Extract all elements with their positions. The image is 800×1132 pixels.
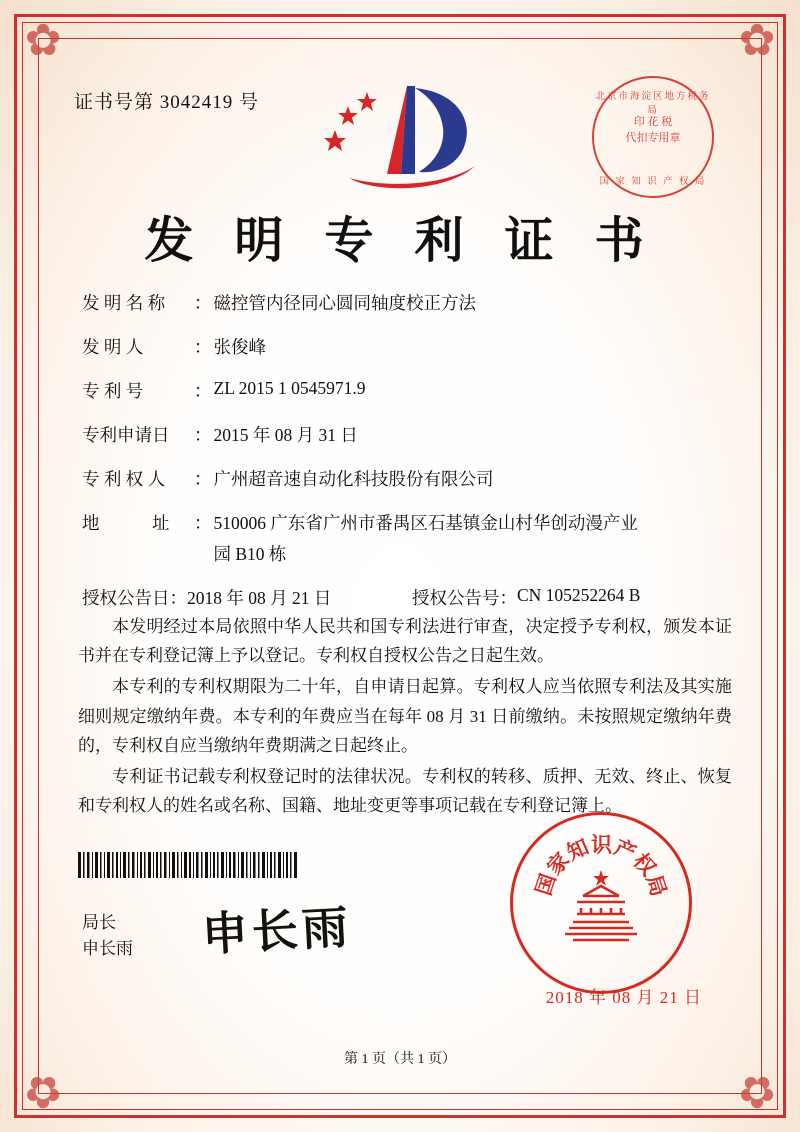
announcement-date-label: 授权公告日 bbox=[82, 588, 170, 608]
field-value: 磁控管内径同心圆同轴度校正方法 bbox=[213, 293, 476, 313]
field-separator: ： bbox=[194, 513, 212, 533]
field-value: 510006 广东省广州市番禺区石基镇金山村华创动漫产业 bbox=[213, 513, 638, 533]
field-separator: ： bbox=[194, 425, 212, 445]
field-label: 专 利 号 bbox=[82, 381, 144, 401]
field-value-line2: 园 B10 栋 bbox=[213, 544, 287, 564]
barcode-icon bbox=[78, 852, 298, 878]
tax-seal-arc-top: 北京市海淀区地方税务局 bbox=[595, 92, 711, 116]
field-application-date bbox=[82, 422, 738, 447]
certificate-fields bbox=[82, 290, 738, 624]
tax-stamp-seal-icon bbox=[592, 76, 714, 198]
tax-seal-arc-bottom: 国 家 知 识 产 权 局 bbox=[599, 177, 707, 187]
announcement-date-value: 2018 年 08 月 21 日 bbox=[187, 588, 332, 608]
field-announcement bbox=[82, 585, 738, 610]
field-label: 地 址 bbox=[82, 513, 170, 533]
field-value: 2015 年 08 月 31 日 bbox=[213, 425, 358, 445]
field-value: 广州超音速自动化科技股份有限公司 bbox=[213, 469, 494, 489]
body-paragraph: 本发明经过本局依照中华人民共和国专利法进行审查，决定授予专利权，颁发本证书并在专利登记簿上予以登记。专利权自授权公告之日起生效。 bbox=[78, 617, 732, 666]
field-invention-name bbox=[82, 290, 738, 315]
corner-ornament-icon: ✿ bbox=[24, 16, 62, 65]
corner-ornament-icon: ✿ bbox=[738, 1067, 776, 1116]
announcement-number-label: 授权公告号 bbox=[412, 588, 500, 608]
field-label: 专利申请日 bbox=[82, 425, 170, 445]
field-patentee bbox=[82, 466, 738, 491]
certificate-number: 证书号第 3042419 号 bbox=[74, 92, 260, 113]
field-separator: ： bbox=[194, 381, 212, 401]
page-footer: 第 1 页（共 1 页） bbox=[344, 1052, 456, 1067]
field-label: 发 明 名 称 bbox=[82, 293, 166, 313]
tax-seal-line1: 印 花 税 bbox=[633, 116, 673, 128]
field-separator: ： bbox=[194, 337, 212, 357]
field-label: 发 明 人 bbox=[82, 337, 144, 357]
field-separator: ： bbox=[194, 293, 212, 313]
patent-office-logo-icon bbox=[315, 70, 485, 190]
signatory-block bbox=[82, 910, 133, 963]
announcement-date-separator: ： bbox=[169, 588, 187, 608]
field-value: 张俊峰 bbox=[213, 337, 266, 357]
page-title: 发 明 专 利 证 书 bbox=[144, 211, 656, 269]
body-paragraph: 本专利的专利权期限为二十年，自申请日起算。专利权人应当依照专利法及其实施细则规定缴纳年费。本专利的年费应当在每年 08 月 31 日前缴纳。未按照规定缴纳年费的，专利权自应当缴纳年费期满之日起终止。 bbox=[78, 677, 732, 755]
field-inventor bbox=[82, 334, 738, 359]
body-paragraph: 专利证书记载专利权登记时的法律状况。专利权的转移、质押、无效、终止、恢复和专利权人的姓名或名称、国籍、地址变更等事项记载在专利登记簿上。 bbox=[78, 767, 732, 816]
corner-ornament-icon: ✿ bbox=[738, 16, 776, 65]
corner-ornament-icon: ✿ bbox=[24, 1067, 62, 1116]
seal-ring-text: 国 家 知 识 产 权 局 bbox=[531, 833, 671, 900]
signatory-title: 局长 bbox=[82, 913, 116, 932]
field-address bbox=[82, 510, 738, 566]
handwritten-signature-icon: 申长雨 bbox=[200, 899, 354, 962]
field-label: 专 利 权 人 bbox=[82, 469, 166, 489]
emblem-icon bbox=[553, 868, 649, 946]
field-patent-number bbox=[82, 378, 738, 403]
certificate-content bbox=[52, 52, 748, 1080]
seal-date: 2018 年 08 月 21 日 bbox=[545, 988, 702, 1007]
announcement-number-value: CN 105252264 B bbox=[517, 585, 641, 605]
national-emblem-seal-icon bbox=[510, 812, 692, 994]
field-value: ZL 2015 1 0545971.9 bbox=[213, 378, 366, 398]
certificate-body bbox=[78, 612, 732, 823]
signatory-name: 申长雨 bbox=[82, 939, 133, 959]
announcement-number-separator: ： bbox=[499, 588, 517, 608]
tax-seal-line2: 代扣专用章 bbox=[625, 131, 681, 144]
field-separator: ： bbox=[194, 469, 212, 489]
